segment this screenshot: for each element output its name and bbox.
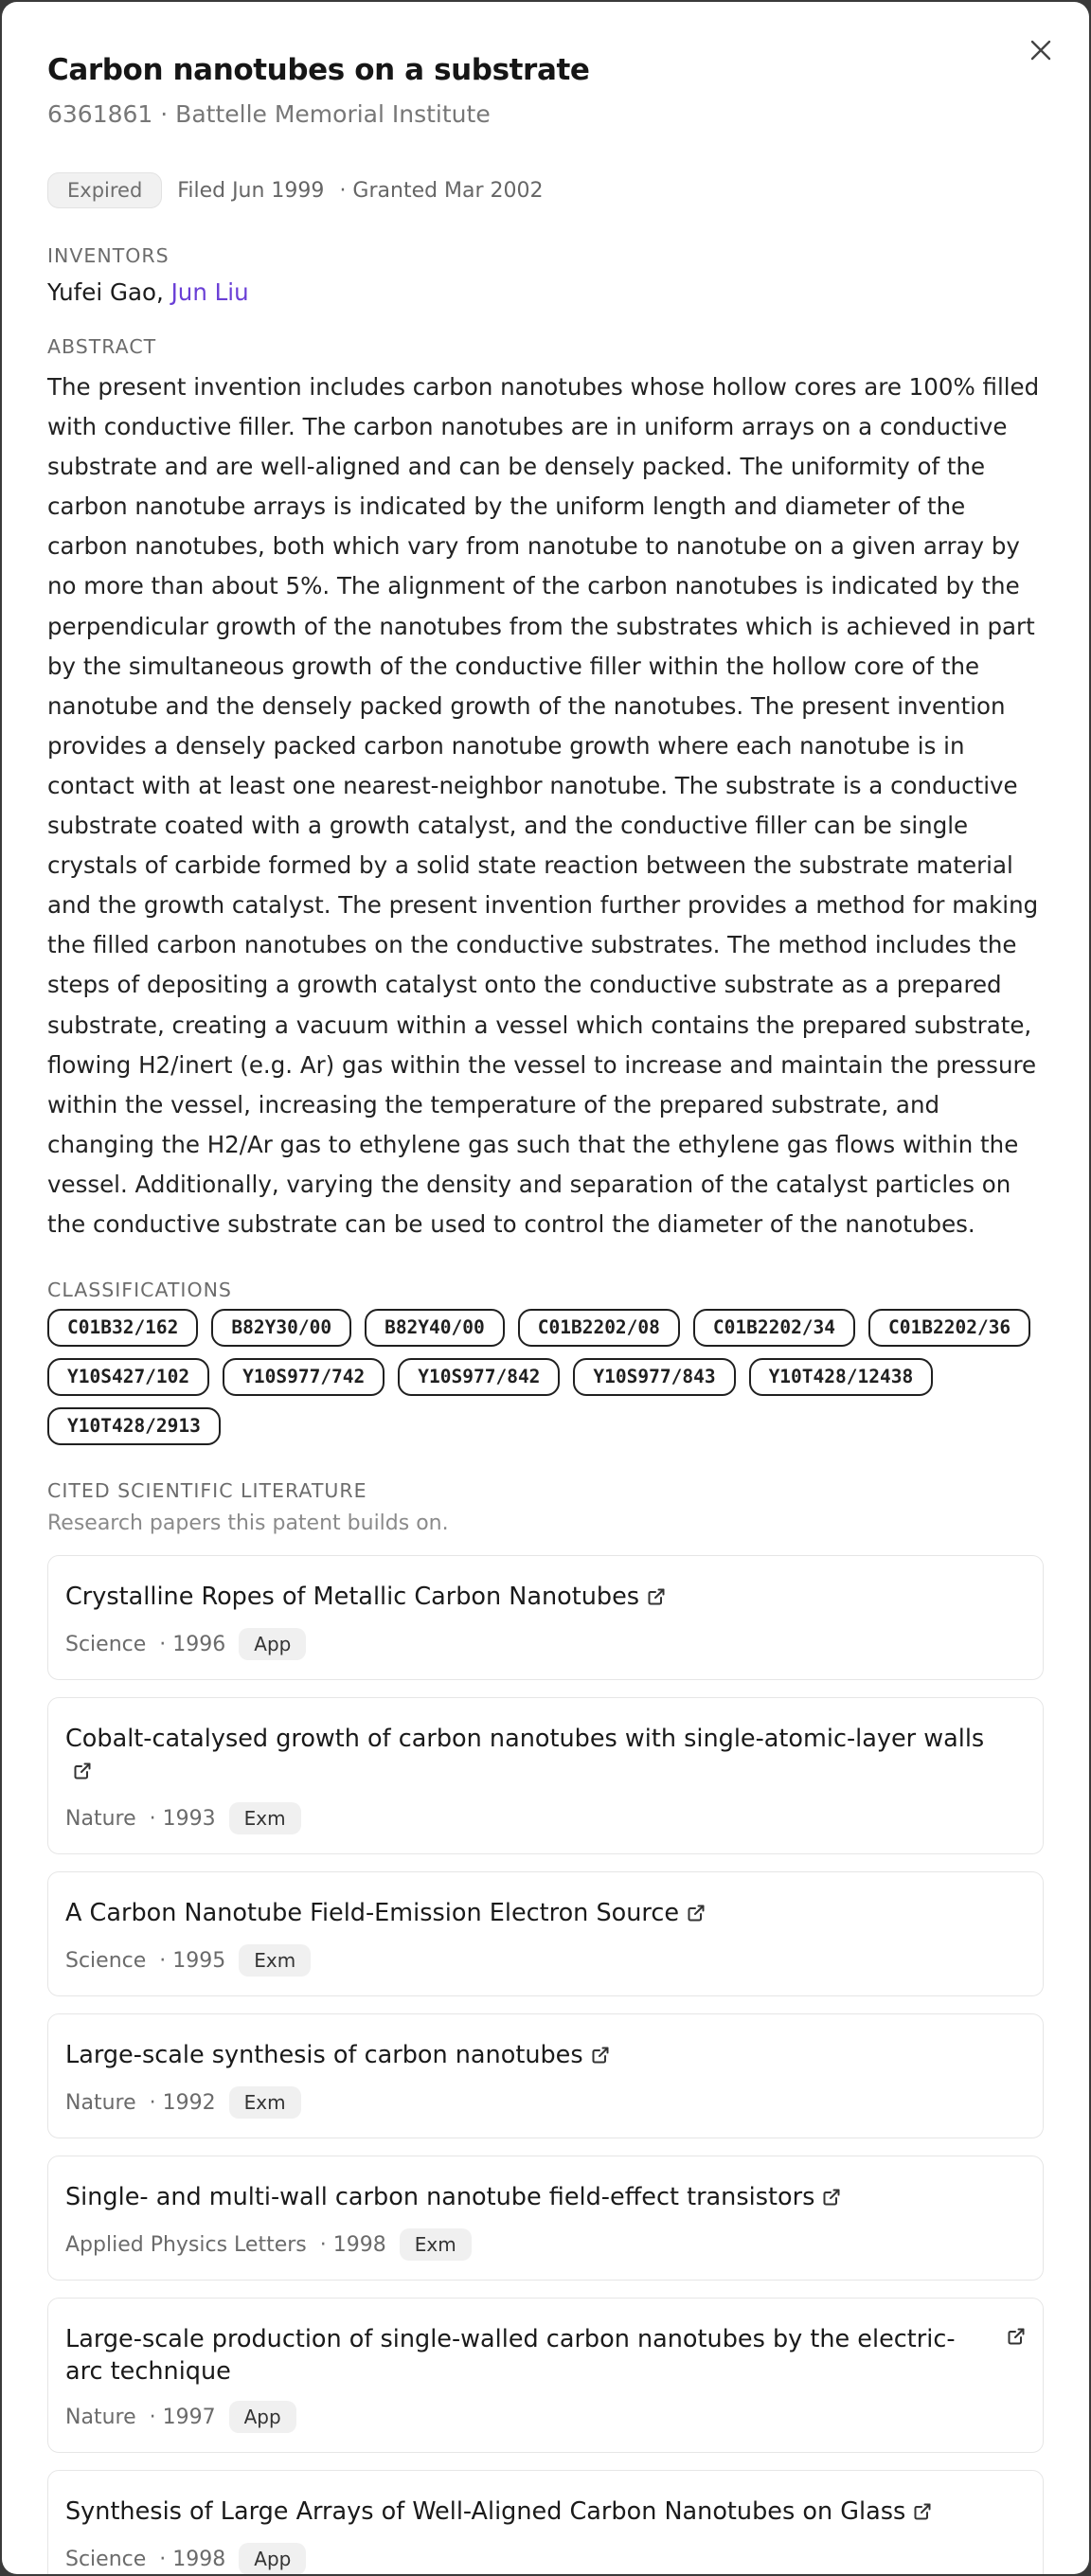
paper-year: · 1996 xyxy=(159,1632,226,1656)
paper-title[interactable] xyxy=(65,1723,986,1789)
classification-chip[interactable]: Y10T428/2913 xyxy=(47,1407,221,1445)
classification-chip[interactable]: Y10S427/102 xyxy=(47,1358,209,1396)
paper-card[interactable] xyxy=(47,1871,1044,1996)
inventors-list xyxy=(47,277,1044,309)
paper-title-text[interactable]: Synthesis of Large Arrays of Well-Aligned Carbon Nanotubes on Glass xyxy=(65,2497,906,2527)
cited-subheading: Research papers this patent builds on. xyxy=(47,1512,449,1536)
modal-content xyxy=(47,51,1044,2574)
paper-card[interactable] xyxy=(47,1555,1044,1680)
paper-title-text[interactable]: A Carbon Nanotube Field-Emission Electron Source xyxy=(65,1899,680,1928)
paper-title-text[interactable]: Large-scale synthesis of carbon nanotubes xyxy=(65,2041,583,2070)
classification-chip[interactable]: B82Y30/00 xyxy=(211,1309,351,1347)
cited-papers-list xyxy=(47,1555,1044,2574)
paper-card[interactable] xyxy=(47,1697,1044,1854)
paper-meta xyxy=(65,1944,986,1977)
status-badge: Expired xyxy=(47,172,162,208)
paper-journal: Applied Physics Letters xyxy=(65,2232,307,2257)
citation-type-tag: Exm xyxy=(229,1802,301,1834)
classification-chip[interactable]: C01B32/162 xyxy=(47,1309,198,1347)
paper-meta xyxy=(65,1628,986,1660)
classification-chip[interactable]: C01B2202/36 xyxy=(868,1309,1030,1347)
classification-chip[interactable]: B82Y40/00 xyxy=(365,1309,505,1347)
external-link-icon[interactable] xyxy=(591,2041,610,2073)
paper-card[interactable] xyxy=(47,2013,1044,2138)
paper-journal: Science xyxy=(65,1948,147,1973)
paper-meta xyxy=(65,2543,986,2574)
paper-journal: Nature xyxy=(65,2405,136,2429)
classification-chip[interactable]: Y10S977/843 xyxy=(573,1358,735,1396)
patent-meta xyxy=(47,172,1044,208)
paper-year: · 1995 xyxy=(159,1948,226,1973)
external-link-icon[interactable] xyxy=(73,1757,92,1789)
paper-title-text[interactable]: Crystalline Ropes of Metallic Carbon Nanotubes xyxy=(65,1583,640,1612)
paper-journal: Nature xyxy=(65,1806,136,1831)
citation-type-tag: App xyxy=(229,2401,296,2433)
paper-year: · 1993 xyxy=(149,1806,216,1831)
paper-year: · 1998 xyxy=(319,2232,386,2257)
classification-chip[interactable]: Y10T428/12438 xyxy=(749,1358,934,1396)
classification-chip[interactable]: Y10S977/742 xyxy=(223,1358,385,1396)
external-link-icon[interactable] xyxy=(913,2497,932,2530)
inventor-name: Yufei Gao, xyxy=(47,278,164,306)
paper-meta xyxy=(65,2228,986,2261)
paper-meta xyxy=(65,2086,986,2119)
patent-title: Carbon nanotubes on a substrate xyxy=(47,53,590,87)
citation-type-tag: App xyxy=(239,2543,306,2574)
citation-type-tag: App xyxy=(239,1628,306,1660)
classification-chip[interactable]: C01B2202/08 xyxy=(518,1309,680,1347)
cited-heading: CITED SCIENTIFIC LITERATURE xyxy=(47,1479,367,1503)
external-link-icon[interactable] xyxy=(687,1899,706,1931)
paper-title[interactable] xyxy=(65,1581,986,1615)
citation-type-tag: Exm xyxy=(229,2086,301,2119)
inventors-heading: INVENTORS xyxy=(47,244,170,267)
paper-journal: Nature xyxy=(65,2090,136,2115)
external-link-icon[interactable] xyxy=(1007,2327,1026,2350)
granted-date: · Granted Mar 2002 xyxy=(339,178,544,203)
abstract-heading: ABSTRACT xyxy=(47,335,157,358)
classification-chip[interactable]: C01B2202/34 xyxy=(693,1309,855,1347)
classifications-heading: CLASSIFICATIONS xyxy=(47,1279,232,1302)
paper-title-text[interactable]: Cobalt-catalysed growth of carbon nanotubes with single-atomic-layer walls xyxy=(65,1725,985,1754)
citation-type-tag: Exm xyxy=(400,2228,472,2261)
patent-detail-modal xyxy=(2,2,1089,2574)
paper-year: · 1998 xyxy=(159,2547,226,2571)
paper-journal: Science xyxy=(65,1632,147,1656)
external-link-icon[interactable] xyxy=(822,2183,841,2215)
inventor-link[interactable]: Jun Liu xyxy=(170,278,249,306)
paper-title[interactable] xyxy=(65,2039,986,2073)
paper-title[interactable] xyxy=(65,2181,986,2215)
citation-type-tag: Exm xyxy=(239,1944,311,1977)
filed-date: Filed Jun 1999 xyxy=(177,178,325,203)
paper-card[interactable] xyxy=(47,2298,1044,2453)
paper-year: · 1992 xyxy=(149,2090,216,2115)
patent-subtitle: 6361861 · Battelle Memorial Institute xyxy=(47,100,491,128)
paper-title-text[interactable]: Large-scale production of single-walled carbon nanotubes by the electric-arc technique xyxy=(65,2325,956,2387)
paper-meta xyxy=(65,1802,986,1834)
paper-card[interactable] xyxy=(47,2470,1044,2574)
paper-year: · 1997 xyxy=(149,2405,216,2429)
paper-title-text[interactable]: Single- and multi-wall carbon nanotube field-effect transistors xyxy=(65,2183,815,2212)
external-link-icon[interactable] xyxy=(647,1583,666,1615)
paper-card[interactable] xyxy=(47,2156,1044,2281)
classification-chip[interactable]: Y10S977/842 xyxy=(398,1358,560,1396)
paper-title[interactable] xyxy=(65,2323,986,2388)
paper-meta xyxy=(65,2401,986,2433)
paper-title[interactable] xyxy=(65,1897,986,1931)
abstract-text: The present invention includes carbon nanotubes whose hollow cores are 100% filled with conductive filler. The carbon nanotubes are in uniform arrays on a conductive substrate and are well-aligned and can be densely packed. The uniformity of the carbon nanotube arrays is indicated by the uniform length and diameter of the carbon nanotubes, both which vary from nanotube to nanotube on a given array by no more than about 5%. The alignment of the carbon nanotubes is indicated by the perpendicular growth of the nanotubes from the substrates which is achieved in part by the simultaneous growth of the conductive filler within the hollow core of the nanotube and the densely packed growth of the nanotubes. The present invention provides a densely packed carbon nanotube growth where each nanotube is in contact with at least one nearest-neighbor nanotube. The substrate is a conductive substrate coated with a growth catalyst, and the conductive filler can be single crystals of carbide formed by a solid state reaction between the substrate material and the growth catalyst. The present invention further provides a method for making the filled carbon nanotubes on the conductive substrates. The method includes the steps of depositing a growth catalyst onto the conductive substrate as a prepared substrate, creating a vacuum within a vessel which contains the prepared substrate, flowing H2/inert (e.g. Ar) gas within the vessel to increase and maintain the pressure within the vessel, increasing the temperature of the prepared substrate, and changing the H2/Ar gas to ethylene gas such that the ethylene gas flows within the vessel. Additionally, varying the density and separation of the catalyst particles on the conductive substrate can be used to control the diameter of the nanotubes. xyxy=(47,373,1040,1238)
paper-journal: Science xyxy=(65,2547,147,2571)
paper-title[interactable] xyxy=(65,2496,986,2530)
classification-chips xyxy=(47,1309,1051,1445)
